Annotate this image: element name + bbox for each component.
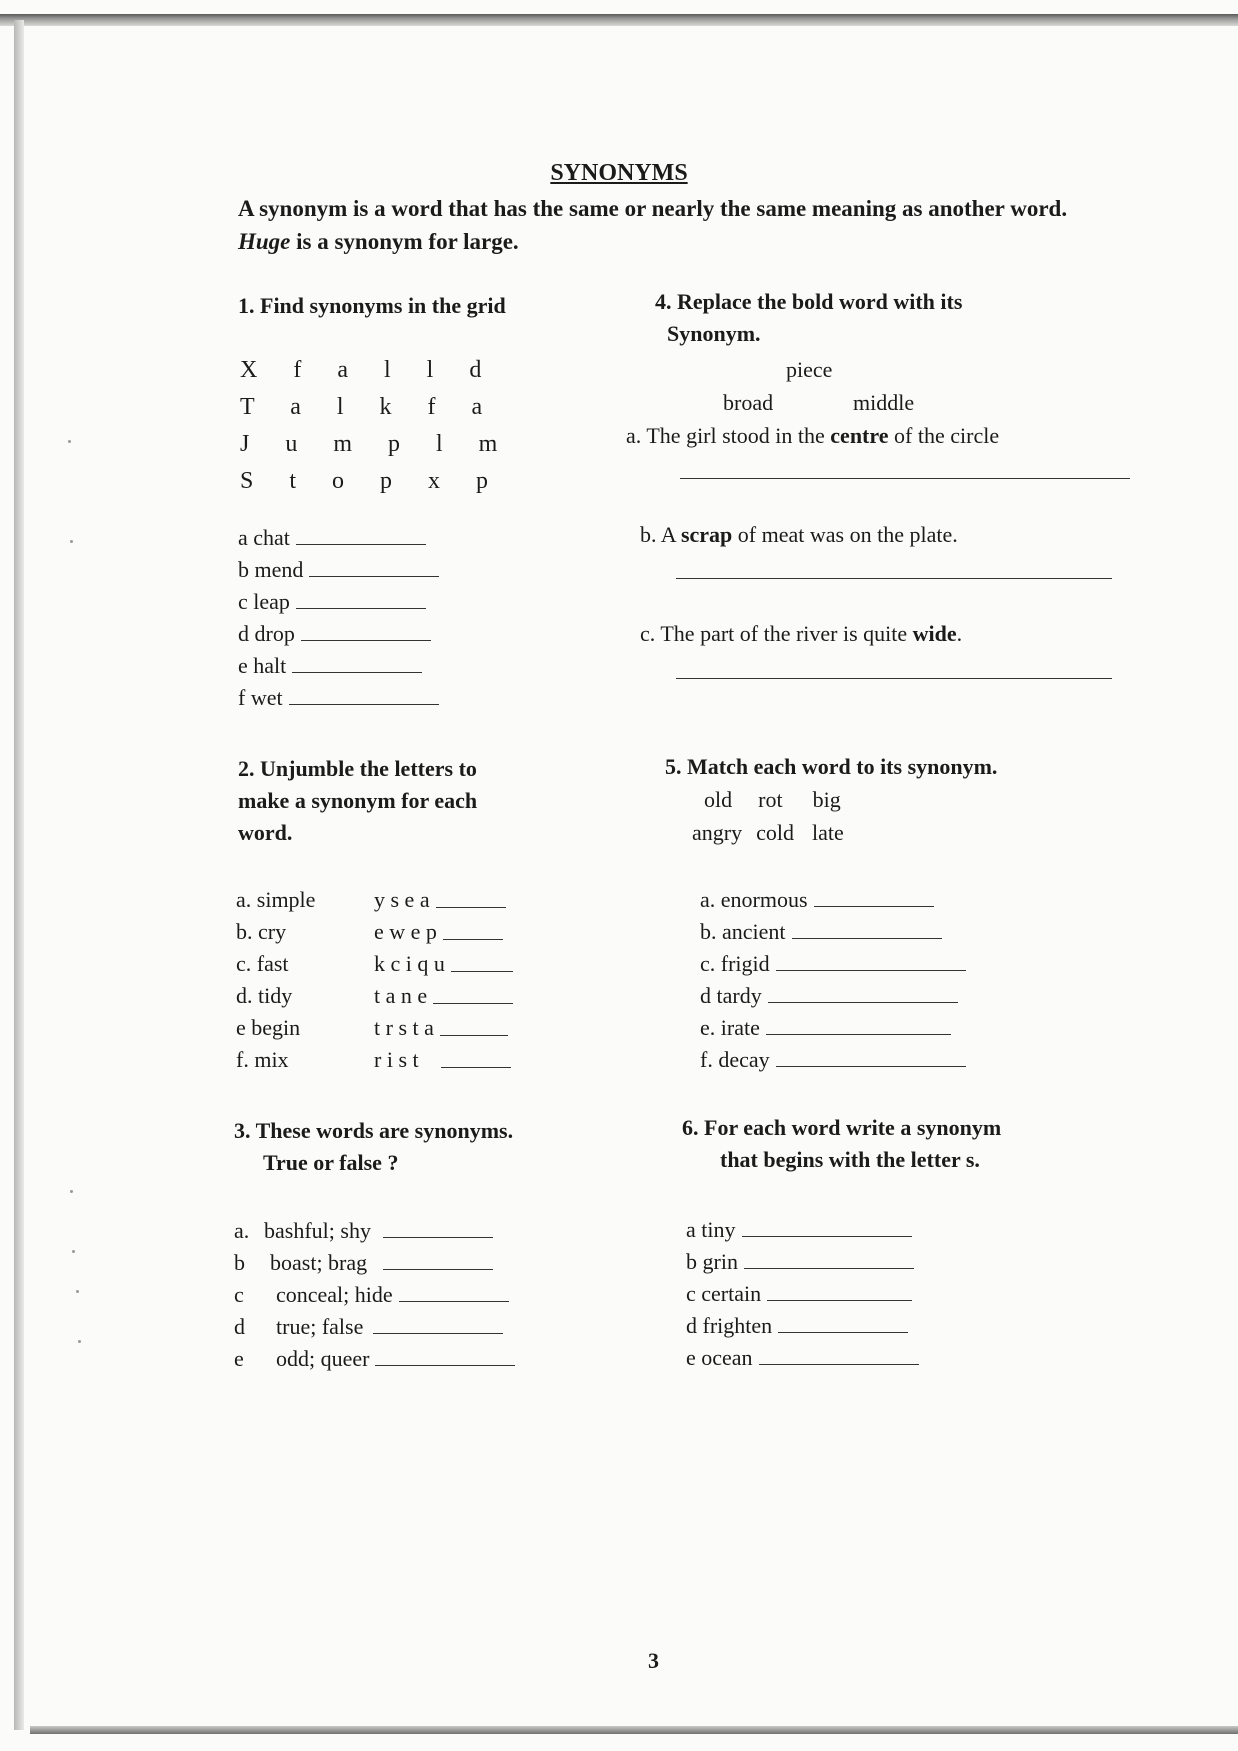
list-item bbox=[700, 980, 966, 1012]
item-word: f wet bbox=[238, 685, 283, 710]
item-word: c. fast bbox=[236, 951, 289, 976]
word-grid bbox=[240, 352, 512, 500]
answer-blank[interactable] bbox=[301, 639, 431, 641]
item-word: d tardy bbox=[700, 983, 762, 1008]
page-number: 3 bbox=[648, 1648, 659, 1673]
scan-edge-top bbox=[0, 14, 1238, 26]
intro-example-word: Huge bbox=[238, 229, 291, 254]
heading-line: True or false ? bbox=[263, 1150, 399, 1175]
answer-blank[interactable] bbox=[792, 937, 942, 939]
item-word: f. decay bbox=[700, 1047, 770, 1072]
jumbled-letters: t a n e bbox=[374, 983, 428, 1008]
bold-word: scrap bbox=[680, 522, 733, 547]
item-word: c certain bbox=[686, 1281, 762, 1306]
item-word: b. cry bbox=[236, 919, 287, 944]
answer-blank[interactable] bbox=[309, 575, 439, 577]
sentence bbox=[626, 420, 999, 452]
bold-word: wide bbox=[912, 621, 957, 646]
scan-speck bbox=[76, 1290, 79, 1293]
word-pair: boast; brag bbox=[270, 1250, 368, 1275]
answer-blank[interactable] bbox=[441, 1066, 511, 1068]
list-item bbox=[234, 1215, 515, 1247]
list-item bbox=[238, 586, 439, 618]
scan-edge-left bbox=[14, 20, 24, 1730]
item-word: b grin bbox=[686, 1249, 738, 1274]
section2-heading bbox=[238, 753, 477, 849]
heading-line: 4. Replace the bold word with its bbox=[655, 289, 963, 314]
list-item bbox=[686, 1214, 919, 1246]
section3-heading bbox=[234, 1115, 513, 1179]
answer-blank[interactable] bbox=[296, 543, 426, 545]
answer-blank[interactable] bbox=[440, 1034, 508, 1036]
page-title: SYNONYMS bbox=[550, 160, 688, 186]
list-item bbox=[686, 1342, 919, 1374]
answer-blank[interactable] bbox=[742, 1235, 912, 1237]
answer-blank[interactable] bbox=[759, 1363, 919, 1365]
grid-row: X f a l l d bbox=[240, 357, 497, 383]
item-word: d drop bbox=[238, 621, 295, 646]
answer-blank[interactable] bbox=[778, 1331, 908, 1333]
list-item bbox=[234, 1247, 515, 1279]
scan-edge-bottom bbox=[30, 1726, 1238, 1734]
word-pair: true; false bbox=[276, 1314, 364, 1339]
item-word: b mend bbox=[238, 557, 304, 582]
word-pair: conceal; hide bbox=[276, 1282, 393, 1307]
section1-heading: 1. Find synonyms in the grid bbox=[238, 293, 506, 318]
list-item bbox=[236, 1044, 576, 1076]
list-item bbox=[236, 1012, 576, 1044]
item-word: a. enormous bbox=[700, 887, 808, 912]
match-list bbox=[700, 884, 966, 1076]
word-bank-row bbox=[704, 784, 841, 816]
item-word: a chat bbox=[238, 525, 290, 550]
answer-blank[interactable] bbox=[767, 1299, 912, 1301]
sentence-text: . bbox=[956, 621, 963, 646]
sentence-text: c. The part of the river is quite bbox=[640, 621, 913, 646]
answer-blank[interactable] bbox=[399, 1300, 509, 1302]
item-word: d frighten bbox=[686, 1313, 773, 1338]
list-item bbox=[238, 554, 439, 586]
item-word: b. ancient bbox=[700, 919, 786, 944]
item-word: a tiny bbox=[686, 1217, 736, 1242]
list-item bbox=[238, 650, 439, 682]
scan-speck bbox=[68, 440, 71, 443]
list-item bbox=[234, 1279, 515, 1311]
sentence-text: of meat was on the plate. bbox=[732, 522, 958, 547]
list-item bbox=[234, 1343, 515, 1375]
item-letter: a. bbox=[234, 1218, 250, 1243]
sentence bbox=[640, 618, 962, 650]
item-word: c leap bbox=[238, 589, 290, 614]
item-letter: b bbox=[234, 1250, 245, 1275]
word-pair: bashful; shy bbox=[264, 1218, 371, 1243]
list-item bbox=[686, 1310, 919, 1342]
word-bank-item: old bbox=[704, 787, 733, 812]
grid-row: S t o p x p bbox=[240, 468, 504, 494]
word-bank-row bbox=[692, 817, 844, 849]
answer-blank[interactable] bbox=[383, 1236, 493, 1238]
list-item bbox=[238, 522, 439, 554]
jumbled-letters: e w e p bbox=[374, 919, 437, 944]
heading-line: word. bbox=[238, 820, 293, 845]
list-item bbox=[700, 1044, 966, 1076]
answer-blank[interactable] bbox=[436, 906, 506, 908]
answer-blank[interactable] bbox=[292, 671, 422, 673]
answer-blank[interactable] bbox=[433, 1002, 513, 1004]
word-bank-item: middle bbox=[853, 390, 915, 415]
section6-heading bbox=[682, 1112, 1001, 1176]
answer-blank[interactable] bbox=[768, 1001, 958, 1003]
word-bank-item: big bbox=[812, 787, 841, 812]
word-bank-item: piece bbox=[786, 357, 833, 382]
jumbled-letters: t r s t a bbox=[374, 1015, 434, 1040]
item-word: a. simple bbox=[236, 887, 316, 912]
s-synonym-list bbox=[686, 1214, 919, 1374]
answer-blank[interactable] bbox=[443, 938, 503, 940]
scan-speck bbox=[72, 1250, 75, 1253]
heading-line: Synonym. bbox=[667, 321, 761, 346]
item-letter: c bbox=[234, 1282, 244, 1307]
answer-blank[interactable] bbox=[375, 1364, 515, 1366]
list-item bbox=[236, 980, 576, 1012]
scan-speck bbox=[78, 1340, 81, 1343]
jumbled-letters: k c i q u bbox=[374, 951, 445, 976]
item-word: d. tidy bbox=[236, 983, 293, 1008]
list-item bbox=[700, 916, 966, 948]
heading-line: 3. These words are synonyms. bbox=[234, 1118, 514, 1143]
answer-blank[interactable] bbox=[776, 1065, 966, 1067]
item-letter: e bbox=[234, 1346, 244, 1371]
heading-line: that begins with the letter s. bbox=[720, 1147, 980, 1172]
list-item bbox=[700, 884, 966, 916]
grid-row: J u m p l m bbox=[240, 431, 513, 457]
answer-blank[interactable] bbox=[451, 970, 513, 972]
word-bank-item: angry bbox=[692, 820, 743, 845]
list-item bbox=[686, 1278, 919, 1310]
word-bank-item: rot bbox=[758, 787, 783, 812]
section4-heading bbox=[655, 286, 962, 350]
heading-line: 6. For each word write a synonym bbox=[682, 1115, 1002, 1140]
jumbled-letters: y s e a bbox=[374, 887, 430, 912]
item-word: e begin bbox=[236, 1015, 301, 1040]
item-word: e. irate bbox=[700, 1015, 760, 1040]
item-word: e ocean bbox=[686, 1345, 753, 1370]
scan-speck bbox=[70, 540, 73, 543]
item-word: e halt bbox=[238, 653, 287, 678]
list-item bbox=[686, 1246, 919, 1278]
list-item bbox=[238, 618, 439, 650]
word-bank-item: late bbox=[811, 820, 844, 845]
answer-blank[interactable] bbox=[776, 969, 966, 971]
answer-blank[interactable] bbox=[373, 1332, 503, 1334]
list-item bbox=[236, 916, 576, 948]
word-bank-item: cold bbox=[756, 820, 794, 845]
item-word: f. mix bbox=[236, 1047, 289, 1072]
answer-line[interactable] bbox=[676, 678, 1112, 679]
list-item bbox=[238, 682, 439, 714]
sentence-text: a. The girl stood in the bbox=[626, 423, 831, 448]
unjumble-list bbox=[236, 884, 576, 1076]
item-letter: d bbox=[234, 1314, 245, 1339]
answer-blank[interactable] bbox=[766, 1033, 951, 1035]
heading-line: 2. Unjumble the letters to bbox=[238, 756, 477, 781]
answer-blank[interactable] bbox=[289, 703, 439, 705]
sentence-text: of the circle bbox=[888, 423, 1000, 448]
grid-row: T a l k f a bbox=[240, 394, 498, 420]
section5-heading: 5. Match each word to its synonym. bbox=[665, 754, 998, 779]
answer-line[interactable] bbox=[676, 578, 1112, 579]
answer-blank[interactable] bbox=[744, 1267, 914, 1269]
answer-blank[interactable] bbox=[814, 905, 934, 907]
true-false-list bbox=[234, 1215, 515, 1375]
answer-blank[interactable] bbox=[383, 1268, 493, 1270]
heading-line: make a synonym for each bbox=[238, 788, 478, 813]
item-word: c. frigid bbox=[700, 951, 770, 976]
intro-pre: A synonym is a word that has the same or nearly the same meaning as another word. bbox=[238, 196, 1068, 221]
scan-speck bbox=[70, 1190, 73, 1193]
list-item bbox=[700, 1012, 966, 1044]
bold-word: centre bbox=[830, 423, 889, 448]
list-item bbox=[700, 948, 966, 980]
sentence-text: b. A bbox=[640, 522, 681, 547]
section1-list bbox=[238, 522, 439, 714]
list-item bbox=[236, 948, 576, 980]
word-pair: odd; queer bbox=[276, 1346, 370, 1371]
list-item bbox=[234, 1311, 515, 1343]
jumbled-letters: r i s t bbox=[374, 1047, 419, 1072]
sentence bbox=[640, 519, 958, 551]
list-item bbox=[236, 884, 576, 916]
word-bank-item: broad bbox=[723, 390, 774, 415]
answer-line[interactable] bbox=[680, 478, 1130, 479]
intro-post: is a synonym for large. bbox=[290, 229, 519, 254]
answer-blank[interactable] bbox=[296, 607, 426, 609]
intro-text bbox=[238, 192, 1118, 258]
